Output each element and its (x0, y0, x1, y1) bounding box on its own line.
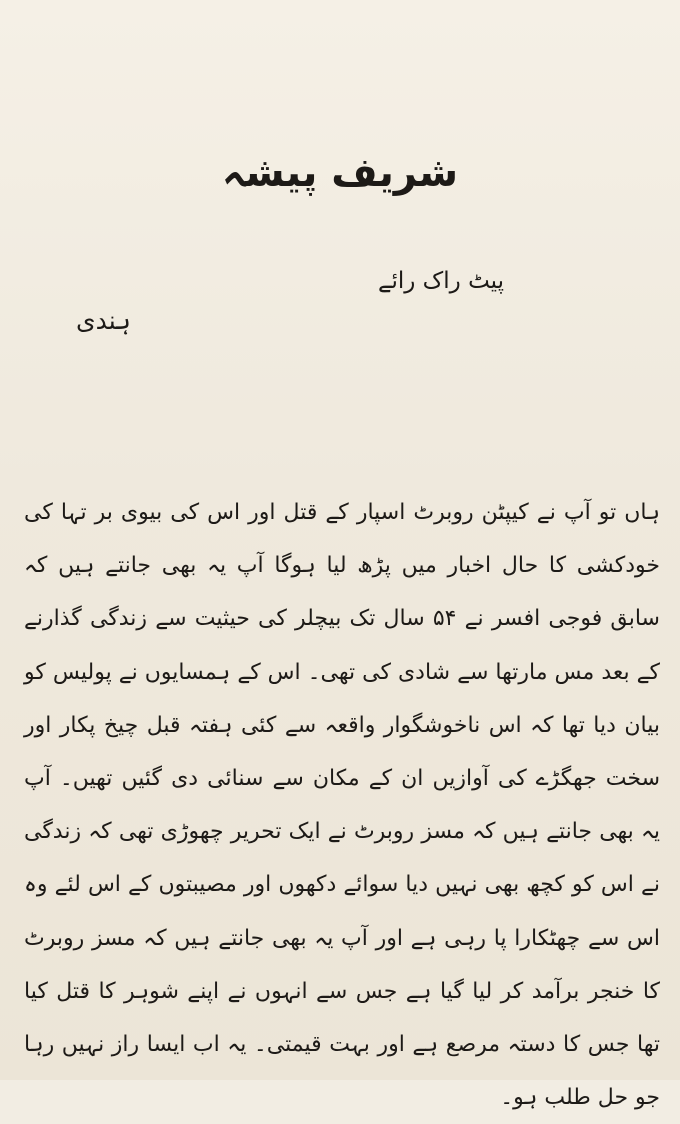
story-paragraph: ہاں تو آپ نے کیپٹن روبرٹ اسپار کے قتل اور اس کی بیوی بر تہا کی خودکشی کا حال اخبار میں پڑھ لیا ہوگا آپ یہ بھی جانتے ہیں کہ سابق فوجی افسر نے ۵۴ سال تک بیچلر کی حیثیت سے زندگی گذارنے کے بعد مس مارتھا سے شادی کی تھی۔ اس کے ہمسایوں نے پولیس کو بیان دیا تھا کہ اس ناخوشگوار واقعہ سے کئی ہفتہ قبل چیخ پکار اور سخت جھگڑے کی آوازیں ان کے مکان سے سنائی دی گئیں تھیں۔ آپ یہ بھی جانتے ہیں کہ مسز روبرٹ نے ایک تحریر چھوڑی تھی کہ زندگی نے اس کو کچھ بھی نہیں دیا سوائے دکھوں اور مصیبتوں کے اس لئے وہ اس سے چھٹکارا پا رہی ہے اور آپ یہ بھی جانتے ہیں کہ مسز روبرٹ کا خنجر برآمد کر لیا گیا ہے جس سے انہوں نے اپنے شوہر کا قتل کیا تھا جس کا دستہ مرصع ہے اور بہت قیمتی۔ یہ اب ایسا راز نہیں رہا جو حل طلب ہو۔ (24, 500, 660, 1111)
source-language: ہندی (76, 306, 131, 335)
story-title: شریف پیشہ (221, 149, 459, 196)
author-name: پیٹ راک رائے (377, 268, 504, 294)
